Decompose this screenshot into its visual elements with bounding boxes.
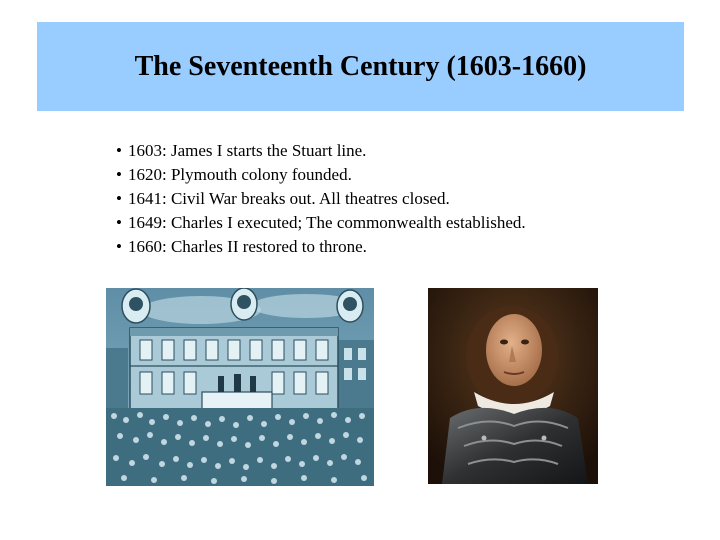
bullet-item [116,187,526,211]
bullet-marker: • [116,189,122,208]
bullet-item [116,235,526,259]
portrait-medallion-2 [231,288,257,320]
bullet-marker: • [116,141,122,160]
bullet-marker: • [116,237,122,256]
bullet-text: 1649: Charles I executed; The commonwealth established. [128,213,526,232]
title-band [37,22,684,111]
bullet-item [116,211,526,235]
bullet-list [116,139,526,259]
portrait-illustration [428,288,598,484]
bullet-marker: • [116,213,122,232]
bullet-text: 1620: Plymouth colony founded. [128,165,352,184]
bullet-text: 1603: James I starts the Stuart line. [128,141,367,160]
bullet-text: 1660: Charles II restored to throne. [128,237,367,256]
slide-title: The Seventeenth Century (1603-1660) [134,50,587,82]
bullet-item [116,163,526,187]
bullet-item [116,139,526,163]
bullet-text: 1641: Civil War breaks out. All theatres closed. [128,189,450,208]
engraving-illustration [106,288,374,486]
execution-engraving-image [106,288,374,486]
bullet-marker: • [116,165,122,184]
portrait-medallion-3 [337,290,363,322]
portrait-medallion-1 [122,289,150,323]
portrait-in-armour-image [428,288,598,484]
